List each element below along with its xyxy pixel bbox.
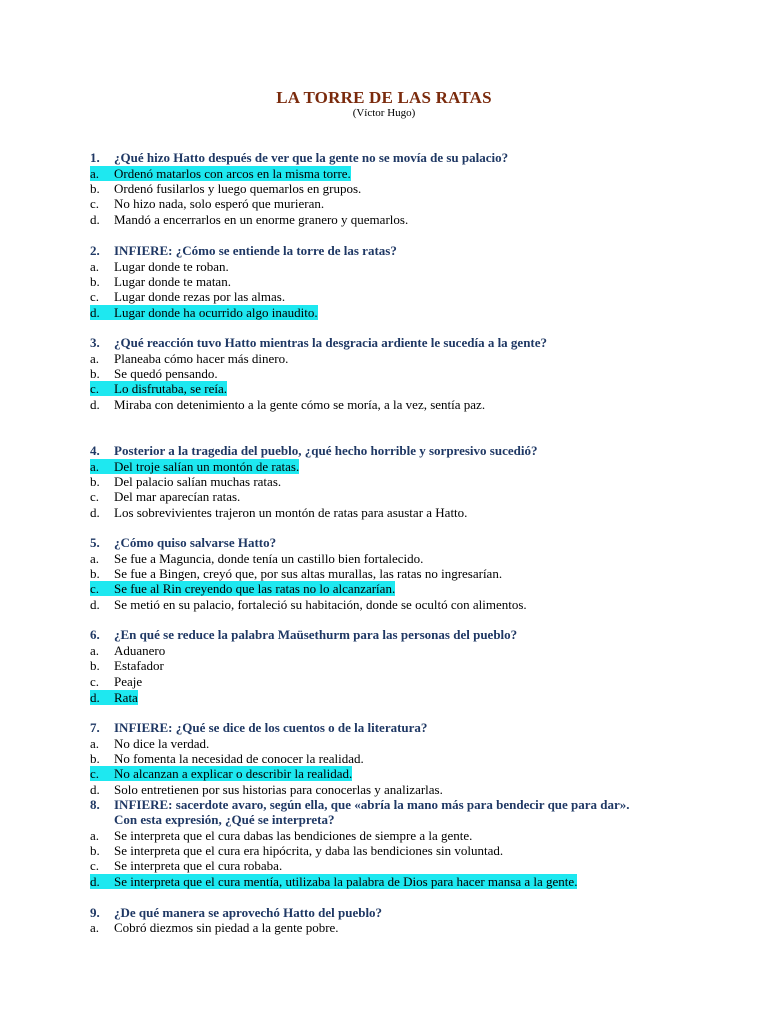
option-letter: b. xyxy=(90,843,100,858)
option-text: No hizo nada, solo esperó que murieran. xyxy=(114,196,325,211)
option-6d xyxy=(90,690,138,705)
question-2 xyxy=(90,243,710,258)
option-letter: d. xyxy=(90,874,100,889)
option-letter: a. xyxy=(90,551,100,566)
option-text: Lugar donde ha ocurrido algo inaudito. xyxy=(114,305,318,320)
question-7 xyxy=(90,720,710,735)
option-8c xyxy=(90,858,282,873)
option-letter: c. xyxy=(90,381,100,396)
question-number: 5. xyxy=(90,535,100,550)
option-letter: b. xyxy=(90,474,100,489)
option-text: Estafador xyxy=(114,658,164,673)
option-1d xyxy=(90,212,408,227)
option-letter: a. xyxy=(90,259,100,274)
question-text: INFIERE: ¿Qué se dice de los cuentos o de la literatura? xyxy=(114,720,428,735)
question-5 xyxy=(90,535,710,550)
option-text: Se quedó pensando. xyxy=(114,366,218,381)
option-5c xyxy=(90,581,395,596)
question-text: ¿De qué manera se aprovechó Hatto del pueblo? xyxy=(114,905,383,920)
option-text: Cobró diezmos sin piedad a la gente pobre. xyxy=(114,920,339,935)
option-3b xyxy=(90,366,218,381)
option-3a xyxy=(90,351,288,366)
option-9a xyxy=(90,920,339,935)
option-letter: a. xyxy=(90,459,100,474)
option-text: Los sobrevivientes trajeron un montón de ratas para asustar a Hatto. xyxy=(114,505,468,520)
option-text: Lo disfrutaba, se reía. xyxy=(114,381,227,396)
document-title: LA TORRE DE LAS RATAS xyxy=(276,88,492,107)
option-letter: a. xyxy=(90,920,100,935)
option-text: Planeaba cómo hacer más dinero. xyxy=(114,351,289,366)
option-text: Se interpreta que el cura era hipócrita, y daba las bendiciones sin voluntad. xyxy=(114,843,504,858)
option-letter: a. xyxy=(90,828,100,843)
option-5a xyxy=(90,551,423,566)
option-text: Ordenó matarlos con arcos en la misma torre. xyxy=(114,166,351,181)
option-letter: d. xyxy=(90,305,100,320)
option-text: No dice la verdad. xyxy=(114,736,210,751)
option-4a xyxy=(90,459,299,474)
question-number: 1. xyxy=(90,150,100,165)
question-text: ¿En qué se reduce la palabra Maüsethurm para las personas del pueblo? xyxy=(114,627,518,642)
question-number: 9. xyxy=(90,905,100,920)
option-text: No fomenta la necesidad de conocer la realidad. xyxy=(114,751,364,766)
option-7a xyxy=(90,736,209,751)
option-1a xyxy=(90,166,351,181)
question-text-continuation: Con esta expresión, ¿Qué se interpreta? xyxy=(114,812,335,827)
option-letter: c. xyxy=(90,489,100,504)
question-8 xyxy=(90,797,710,827)
option-letter: b. xyxy=(90,181,100,196)
option-5d xyxy=(90,597,527,612)
option-letter: b. xyxy=(90,274,100,289)
question-text: INFIERE: sacerdote avaro, según ella, que «abría la mano más para bendecir que para dar». xyxy=(114,797,630,812)
option-text: Se interpreta que el cura mentía, utilizaba la palabra de Dios para hacer mansa a la gente. xyxy=(114,874,578,889)
option-letter: c. xyxy=(90,766,100,781)
question-number: 3. xyxy=(90,335,100,350)
option-7b xyxy=(90,751,364,766)
option-text: Del troje salían un montón de ratas. xyxy=(114,459,300,474)
question-number: 4. xyxy=(90,443,100,458)
question-4 xyxy=(90,443,710,458)
option-text: Mandó a encerrarlos en un enorme granero y quemarlos. xyxy=(114,212,409,227)
option-text: Se fue al Rin creyendo que las ratas no lo alcanzarían. xyxy=(114,581,396,596)
option-letter: c. xyxy=(90,581,100,596)
option-letter: c. xyxy=(90,858,100,873)
option-3d xyxy=(90,397,485,412)
option-letter: d. xyxy=(90,597,100,612)
question-number: 2. xyxy=(90,243,100,258)
option-letter: d. xyxy=(90,782,100,797)
option-8d xyxy=(90,874,577,889)
question-text: INFIERE: ¿Cómo se entiende la torre de las ratas? xyxy=(114,243,397,258)
option-text: Ordenó fusilarlos y luego quemarlos en grupos. xyxy=(114,181,362,196)
option-text: Se interpreta que el cura robaba. xyxy=(114,858,283,873)
question-number: 7. xyxy=(90,720,100,735)
option-text: Rata xyxy=(114,690,138,705)
question-text: Posterior a la tragedia del pueblo, ¿qué hecho horrible y sorpresivo sucedió? xyxy=(114,443,538,458)
option-2a xyxy=(90,259,229,274)
option-letter: b. xyxy=(90,751,100,766)
option-5b xyxy=(90,566,502,581)
question-9 xyxy=(90,905,710,920)
option-1b xyxy=(90,181,361,196)
option-letter: b. xyxy=(90,566,100,581)
option-letter: d. xyxy=(90,690,100,705)
option-text: Lugar donde rezas por las almas. xyxy=(114,289,286,304)
option-letter: a. xyxy=(90,643,100,658)
question-6 xyxy=(90,627,710,642)
option-letter: c. xyxy=(90,674,100,689)
option-6c xyxy=(90,674,142,689)
option-letter: b. xyxy=(90,658,100,673)
option-text: Lugar donde te matan. xyxy=(114,274,231,289)
option-3c xyxy=(90,381,227,396)
option-letter: b. xyxy=(90,366,100,381)
option-letter: a. xyxy=(90,736,100,751)
option-letter: d. xyxy=(90,212,100,227)
option-letter: c. xyxy=(90,196,100,211)
option-8b xyxy=(90,843,503,858)
option-letter: d. xyxy=(90,397,100,412)
option-letter: c. xyxy=(90,289,100,304)
question-1 xyxy=(90,150,710,165)
option-6a xyxy=(90,643,165,658)
option-text: Miraba con detenimiento a la gente cómo se moría, a la vez, sentía paz. xyxy=(114,397,486,412)
option-text: Aduanero xyxy=(114,643,166,658)
option-text: Del mar aparecían ratas. xyxy=(114,489,241,504)
document-author: (Víctor Hugo) xyxy=(352,107,416,119)
option-2d xyxy=(90,305,318,320)
option-text: Lugar donde te roban. xyxy=(114,259,229,274)
question-number: 8. xyxy=(90,797,100,812)
option-text: Del palacio salían muchas ratas. xyxy=(114,474,282,489)
option-7c xyxy=(90,766,352,781)
option-letter: a. xyxy=(90,166,100,181)
option-2c xyxy=(90,289,285,304)
option-8a xyxy=(90,828,472,843)
option-text: Se fue a Bingen, creyó que, por sus altas murallas, las ratas no ingresarían. xyxy=(114,566,503,581)
option-7d xyxy=(90,782,443,797)
option-4d xyxy=(90,505,467,520)
question-text: ¿Qué reacción tuvo Hatto mientras la desgracia ardiente le sucedía a la gente? xyxy=(114,335,548,350)
option-text: Se fue a Maguncia, donde tenía un castillo bien fortalecido. xyxy=(114,551,424,566)
option-1c xyxy=(90,196,324,211)
option-letter: d. xyxy=(90,505,100,520)
question-text: ¿Cómo quiso salvarse Hatto? xyxy=(114,535,277,550)
option-2b xyxy=(90,274,231,289)
option-text: No alcanzan a explicar o describir la realidad. xyxy=(114,766,353,781)
question-3 xyxy=(90,335,710,350)
option-text: Se interpreta que el cura dabas las bendiciones de siempre a la gente. xyxy=(114,828,473,843)
option-letter: a. xyxy=(90,351,100,366)
question-number: 6. xyxy=(90,627,100,642)
option-4c xyxy=(90,489,240,504)
option-text: Se metió en su palacio, fortaleció su habitación, donde se ocultó con alimentos. xyxy=(114,597,527,612)
option-text: Peaje xyxy=(114,674,143,689)
question-text: ¿Qué hizo Hatto después de ver que la gente no se movía de su palacio? xyxy=(114,150,509,165)
option-6b xyxy=(90,658,164,673)
option-4b xyxy=(90,474,281,489)
option-text: Solo entretienen por sus historias para conocerlas y analizarlas. xyxy=(114,782,443,797)
